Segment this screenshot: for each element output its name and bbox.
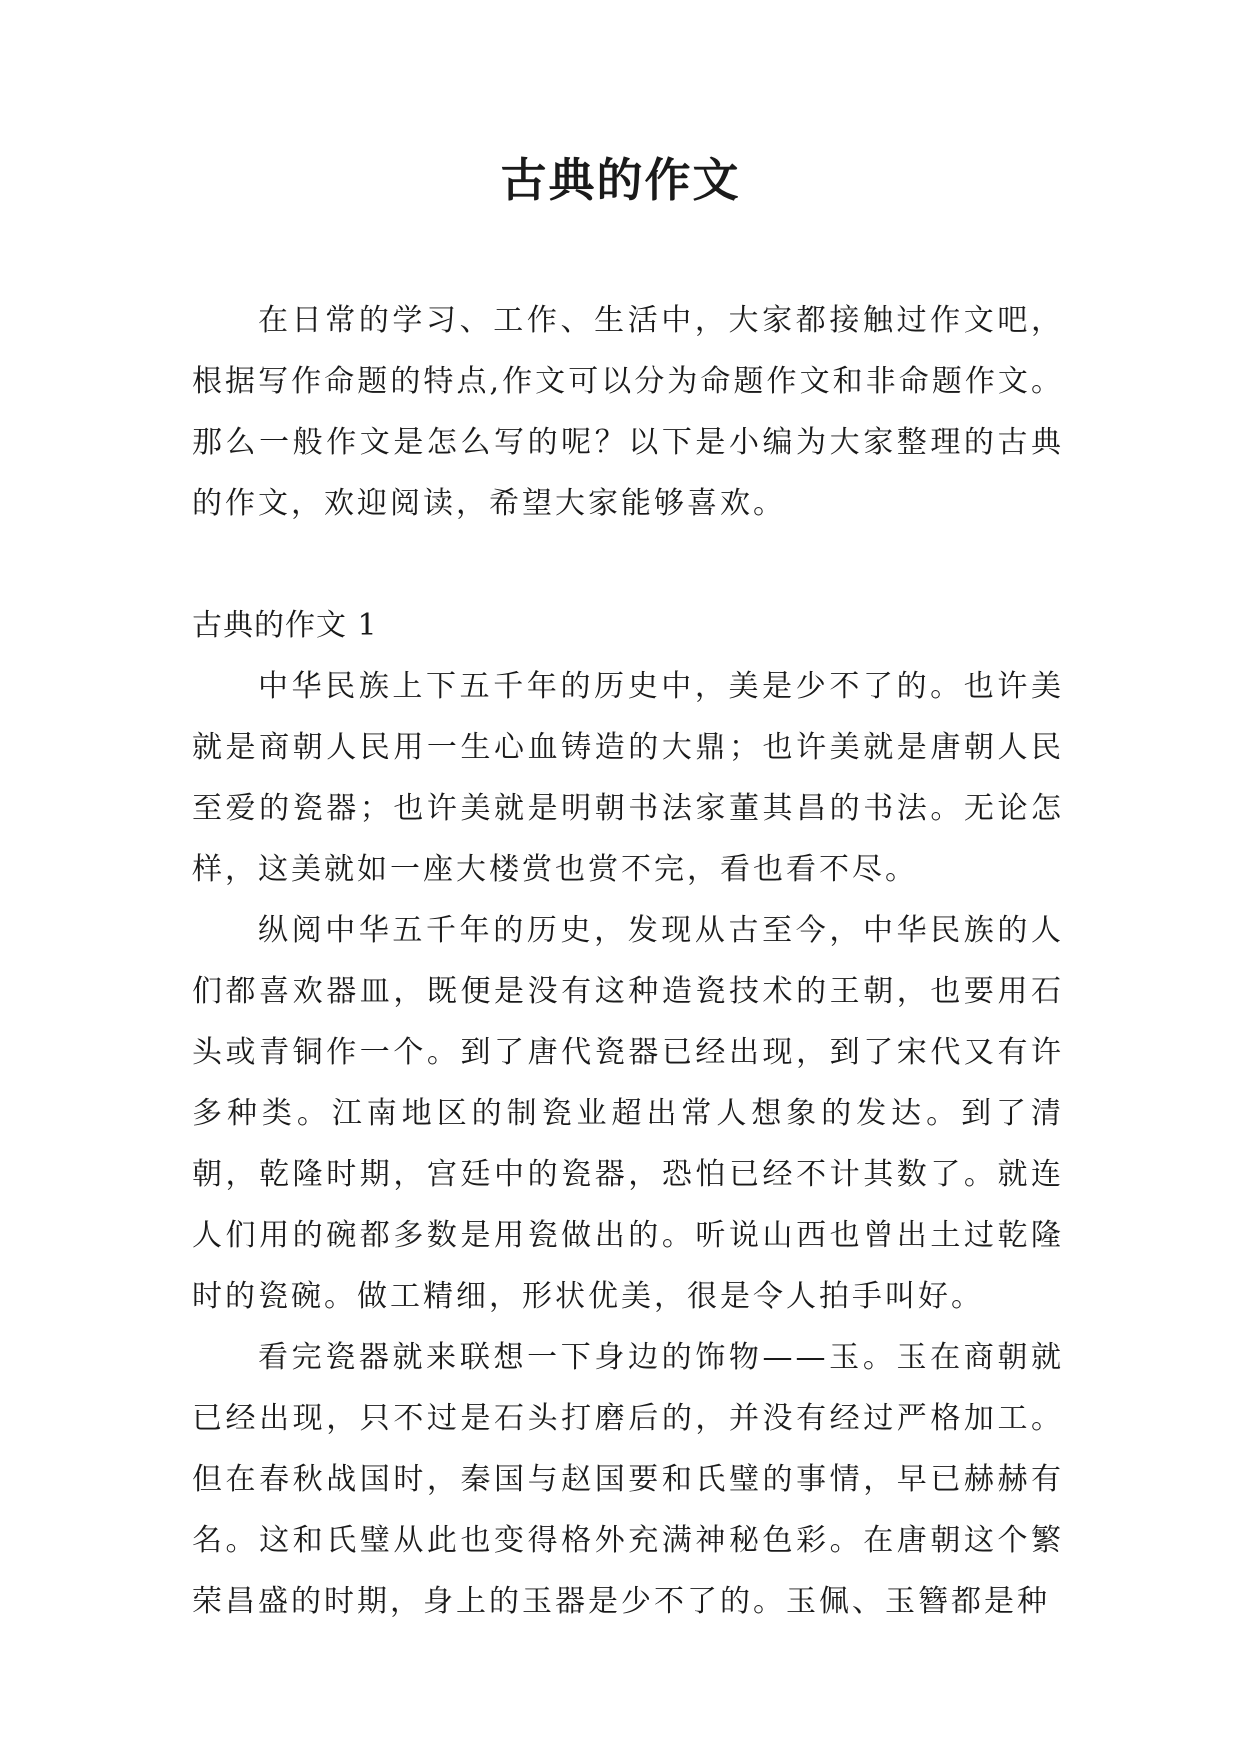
page-title: 古典的作文 [500,153,741,207]
section-heading: 古典的作文 1 [192,608,378,643]
essay-section [192,595,1064,1632]
body-paragraph: 中华民族上下五千年的历史中，美是少不了的。也许美就是商朝人民用一生心血铸造的大鼎；也许美就是唐朝人民至爱的瓷器；也许美就是明朝书法家董其昌的书法。无论怎样，这美就如一座大楼赏也赏不完，看也看不尽。 [192,669,1064,887]
body-paragraph: 看完瓷器就来联想一下身边的饰物——玉。玉在商朝就已经出现，只不过是石头打磨后的，并没有经过严格加工。但在春秋战国时，秦国与赵国要和氏璧的事情，早已赫赫有名。这和氏璧从此也变得格外充满神秘色彩。在唐朝这个繁荣昌盛的时期，身上的玉器是少不了的。玉佩、玉簪都是种 [192,1340,1064,1619]
document-body [192,290,1064,1632]
intro-paragraph: 在日常的学习、工作、生活中，大家都接触过作文吧，根据写作命题的特点,作文可以分为命题作文和非命题作文。那么一般作文是怎么写的呢？以下是小编为大家整理的古典的作文，欢迎阅读，希望大家能够喜欢。 [192,303,1064,521]
body-paragraph: 纵阅中华五千年的历史，发现从古至今，中华民族的人们都喜欢器皿，既便是没有这种造瓷技术的王朝，也要用石头或青铜作一个。到了唐代瓷器已经出现，到了宋代又有许多种类。江南地区的制瓷业超出常人想象的发达。到了清朝，乾隆时期，宫廷中的瓷器，恐怕已经不计其数了。就连人们用的碗都多数是用瓷做出的。听说山西也曾出土过乾隆时的瓷碗。做工精细，形状优美，很是令人拍手叫好。 [192,913,1064,1314]
